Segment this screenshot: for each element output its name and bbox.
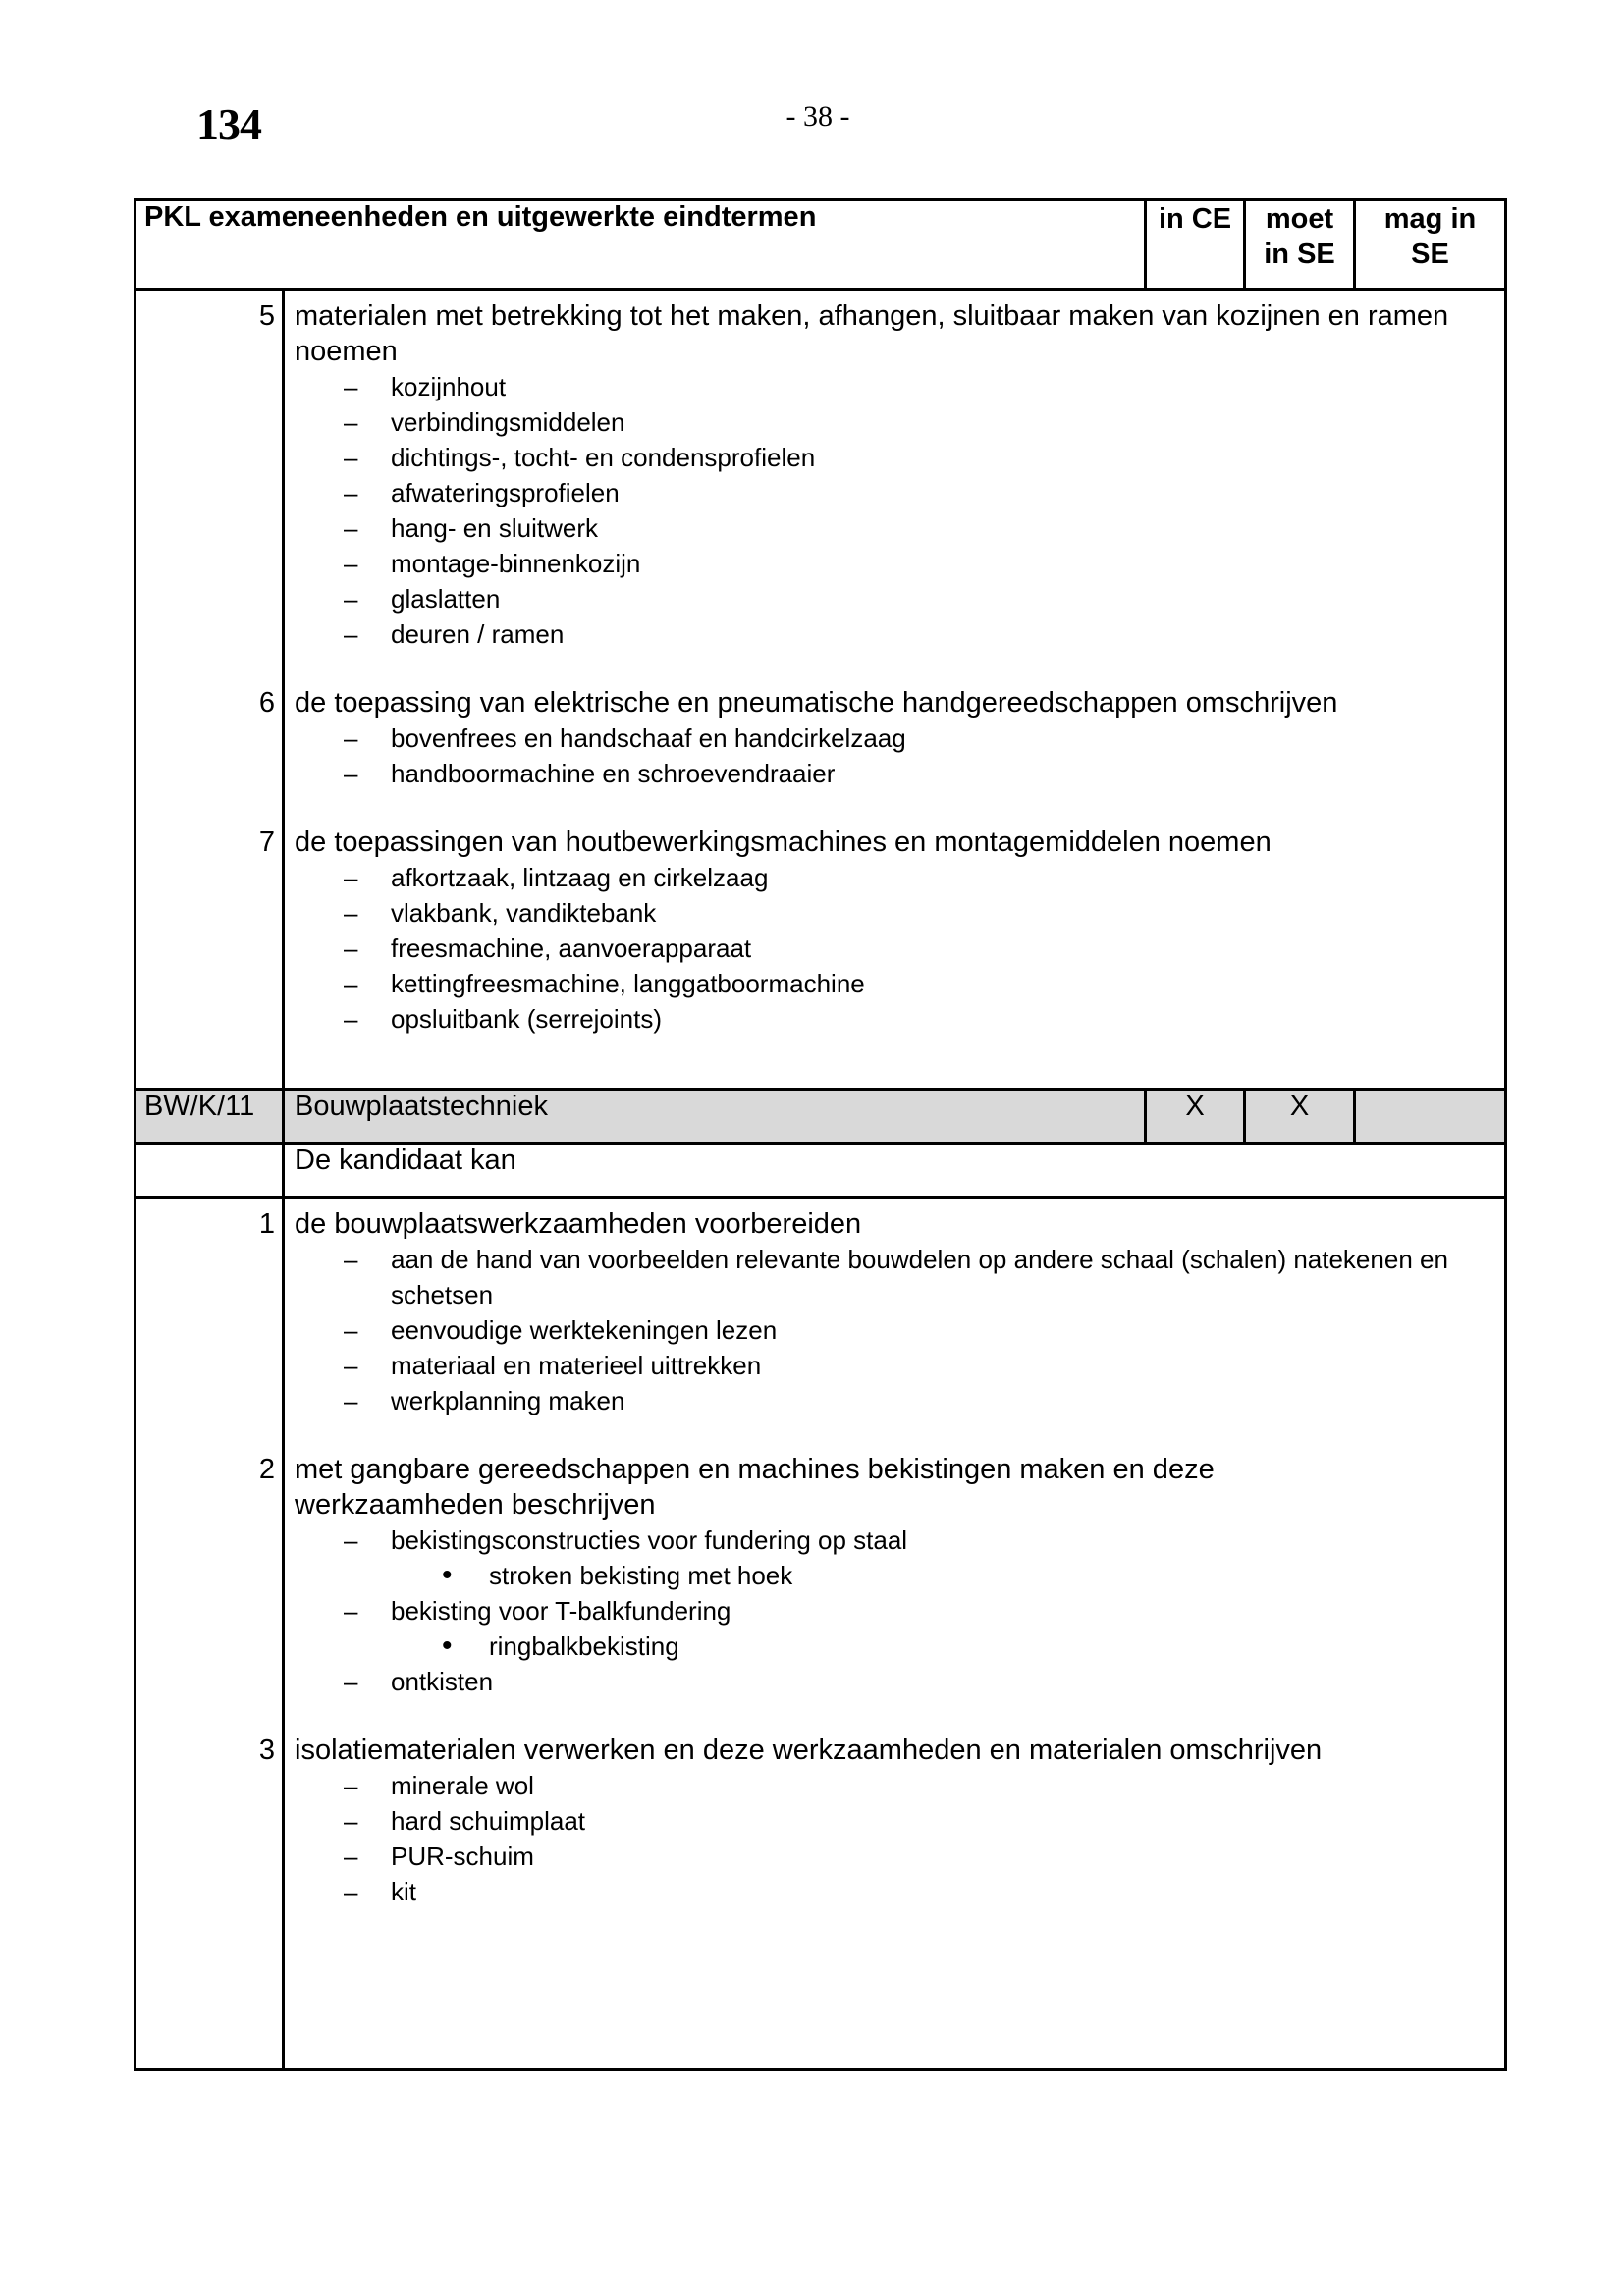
sub-list bbox=[285, 1242, 1504, 1418]
dash-icon: – bbox=[344, 513, 358, 543]
dash-icon: – bbox=[344, 1315, 358, 1345]
dash-icon: – bbox=[344, 934, 358, 963]
list-item: – kozijnhout bbox=[285, 369, 1504, 404]
item-number: 7 bbox=[258, 827, 275, 858]
list-item: – afwateringsprofielen bbox=[285, 475, 1504, 510]
list-item: – eenvoudige werktekeningen lezen bbox=[285, 1312, 1504, 1348]
dash-icon: – bbox=[344, 619, 358, 649]
sub-list bbox=[285, 1768, 1504, 1909]
sub-list bbox=[285, 860, 1504, 1037]
dash-icon: – bbox=[344, 1842, 358, 1871]
dash-icon: – bbox=[344, 863, 358, 892]
item-text: de toepassingen van houtbewerkingsmachines en montagemiddelen noemen bbox=[295, 827, 1272, 858]
list-item: – freesmachine, aanvoerapparaat bbox=[285, 931, 1504, 966]
bullet-icon: • bbox=[442, 1629, 453, 1662]
dash-icon: – bbox=[344, 1386, 358, 1415]
item-number: 3 bbox=[258, 1735, 275, 1766]
list-item: – materiaal en materieel uittrekken bbox=[285, 1348, 1504, 1383]
sub-list bbox=[285, 369, 1504, 652]
unit-in-ce: X bbox=[1146, 1090, 1245, 1144]
dash-icon: – bbox=[344, 1351, 358, 1380]
col-header-moet-in-se: moet in SE bbox=[1245, 200, 1355, 290]
eindterm-item bbox=[136, 1206, 1504, 1418]
list-item: – dichtings-, tocht- en condensprofielen bbox=[285, 440, 1504, 475]
sub-list bbox=[285, 1522, 1504, 1699]
list-item: – verbindingsmiddelen bbox=[285, 404, 1504, 440]
dash-icon: – bbox=[344, 372, 358, 401]
list-item: – hard schuimplaat bbox=[285, 1803, 1504, 1839]
list-item: – deuren / ramen bbox=[285, 616, 1504, 652]
dash-icon: – bbox=[344, 1245, 358, 1274]
item-text: met gangbare gereedschappen en machines bekistingen maken en deze werkzaamheden beschrijven bbox=[295, 1454, 1215, 1521]
list-item: – glaslatten bbox=[285, 581, 1504, 616]
item-number: 1 bbox=[258, 1208, 275, 1240]
eindterm-item bbox=[136, 1452, 1504, 1699]
list-item: – afkortzaak, lintzaag en cirkelzaag bbox=[285, 860, 1504, 895]
table-header-row bbox=[135, 200, 1506, 290]
list-item: – kettingfreesmachine, langgatboormachine bbox=[285, 966, 1504, 1001]
dash-icon: – bbox=[344, 723, 358, 753]
list-item: – hang- en sluitwerk bbox=[285, 510, 1504, 546]
bullet-icon: • bbox=[442, 1559, 453, 1591]
dash-icon: – bbox=[344, 1806, 358, 1836]
table-title: PKL exameneenheden en uitgewerkte eindtermen bbox=[135, 200, 1146, 290]
section-a-row bbox=[135, 290, 1506, 1090]
item-number: 5 bbox=[258, 300, 275, 332]
dash-icon: – bbox=[344, 443, 358, 472]
dash-icon: – bbox=[344, 478, 358, 507]
dash-icon: – bbox=[344, 1877, 358, 1906]
dash-icon: – bbox=[344, 1525, 358, 1555]
col-header-mag-in-se: mag in SE bbox=[1355, 200, 1506, 290]
eindterm-item bbox=[136, 1733, 1504, 1909]
unit-mag-in-se bbox=[1355, 1090, 1506, 1144]
list-item: – vlakbank, vandiktebank bbox=[285, 895, 1504, 931]
dash-icon: – bbox=[344, 1667, 358, 1696]
document-page-number: 134 bbox=[196, 99, 261, 149]
col-header-in-ce: in CE bbox=[1146, 200, 1245, 290]
dash-icon: – bbox=[344, 1004, 358, 1034]
list-item: – montage-binnenkozijn bbox=[285, 546, 1504, 581]
list-item: – bovenfrees en handschaaf en handcirkelzaag bbox=[285, 721, 1504, 756]
candidate-label: De kandidaat kan bbox=[284, 1144, 1506, 1198]
dash-icon: – bbox=[344, 1596, 358, 1626]
unit-code: BW/K/11 bbox=[135, 1090, 284, 1144]
list-item: – werkplanning maken bbox=[285, 1383, 1504, 1418]
item-text: de bouwplaatswerkzaamheden voorbereiden bbox=[295, 1208, 862, 1240]
dash-icon: – bbox=[344, 759, 358, 788]
unit-moet-in-se: X bbox=[1245, 1090, 1355, 1144]
dash-icon: – bbox=[344, 898, 358, 928]
list-item: – bekisting voor T-balkfundering bbox=[285, 1593, 1504, 1629]
item-text: isolatiematerialen verwerken en deze werkzaamheden en materialen omschrijven bbox=[295, 1735, 1323, 1766]
item-number: 6 bbox=[258, 687, 275, 719]
dash-icon: – bbox=[344, 1771, 358, 1800]
list-item: – opsluitbank (serrejoints) bbox=[285, 1001, 1504, 1037]
eindterm-item bbox=[136, 685, 1504, 791]
unit-row bbox=[135, 1090, 1506, 1144]
list-item: – kit bbox=[285, 1874, 1504, 1909]
item-text: de toepassing van elektrische en pneumatische handgereedschappen omschrijven bbox=[295, 687, 1338, 719]
unit-name: Bouwplaatstechniek bbox=[284, 1090, 1146, 1144]
candidate-empty-cell bbox=[135, 1144, 284, 1198]
list-item: • ringbalkbekisting bbox=[442, 1629, 679, 1662]
candidate-row bbox=[135, 1144, 1506, 1198]
dash-icon: – bbox=[344, 549, 358, 578]
sub-list bbox=[285, 721, 1504, 791]
eindterm-item bbox=[136, 298, 1504, 652]
list-item: – handboormachine en schroevendraaier bbox=[285, 756, 1504, 791]
section-b-row bbox=[135, 1198, 1506, 2070]
item-number: 2 bbox=[258, 1454, 275, 1485]
page-label: - 38 - bbox=[785, 100, 850, 133]
eindterm-item bbox=[136, 825, 1504, 1037]
dash-icon: – bbox=[344, 407, 358, 437]
item-text: materialen met betrekking tot het maken, afhangen, sluitbaar maken van kozijnen en ramen noemen bbox=[295, 300, 1449, 367]
list-item: – ontkisten bbox=[285, 1664, 1504, 1699]
list-item: – bekistingsconstructies voor fundering op staal bbox=[285, 1522, 1504, 1558]
list-item: – PUR-schuim bbox=[285, 1839, 1504, 1874]
dash-icon: – bbox=[344, 969, 358, 998]
list-item: • stroken bekisting met hoek bbox=[442, 1559, 793, 1591]
list-item: – minerale wol bbox=[285, 1768, 1504, 1803]
list-item: – aan de hand van voorbeelden relevante bouwdelen op andere schaal (schalen) natekenen en schetsen bbox=[285, 1242, 1504, 1312]
dash-icon: – bbox=[344, 584, 358, 614]
exam-units-table bbox=[134, 198, 1507, 2071]
